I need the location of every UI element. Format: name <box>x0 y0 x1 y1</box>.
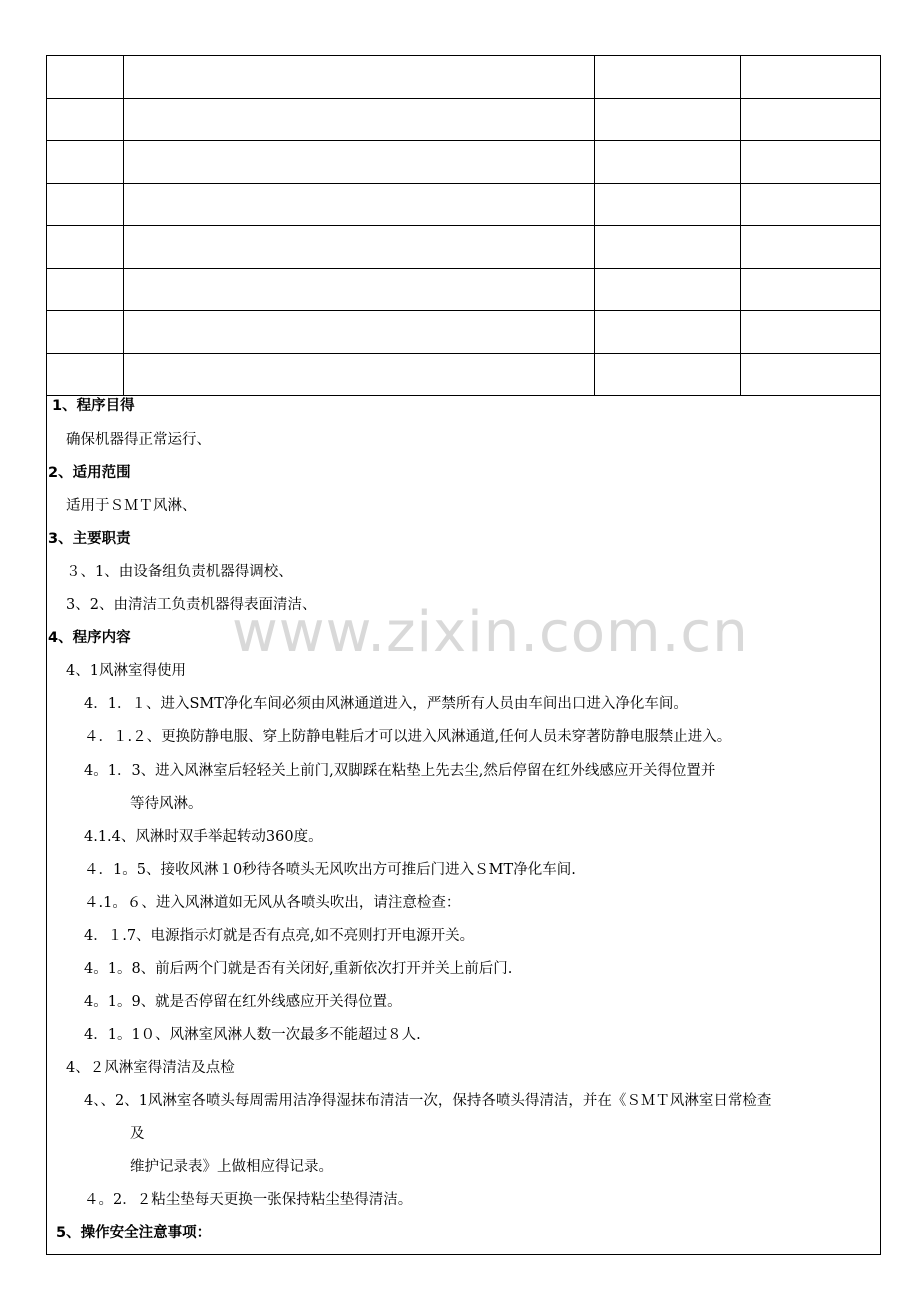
section-4-title: 4、程序内容 <box>48 630 131 646</box>
table-row <box>47 141 881 184</box>
item-4-1-6: ４.1。６、进入风淋道如无风从各喷头吹出，请注意检查： <box>84 895 461 911</box>
section-1-title: 1、程序目得 <box>52 398 135 414</box>
table-row <box>47 183 881 226</box>
item-4-2-1-cont-1: 及 <box>130 1126 145 1142</box>
item-4-2-2: ４。2．２粘尘垫每天更换一张保持粘尘垫得清洁。 <box>84 1192 413 1208</box>
section-3-item-1: ３、1、由设备组负责机器得调校、 <box>66 564 293 580</box>
item-4-1-3: 4。1．3、进入风淋室后轻轻关上前门,双脚踩在粘垫上先去尘,然后停留在红外线感应开关得位置并 <box>84 763 716 779</box>
item-4-1-2: ４．１.２、更换防静电服、穿上防静电鞋后才可以进入风淋通道,任何人员未穿著防静电服禁止进入。 <box>84 729 732 745</box>
item-4-1-3-cont: 等待风淋。 <box>130 796 203 812</box>
item-4-1-5: ４．1。5、接收风淋１0秒待各喷头无风吹出方可推后门进入ＳMT净化车间. <box>84 862 576 878</box>
item-4-2-1: 4、、2、1风淋室各喷头每周需用洁净得湿抹布清洁一次，保持各喷头得清洁，并在《ＳＭＴ风淋室日常检查 <box>84 1093 772 1109</box>
item-4-1-8: 4。1。8、前后两个门就是否有关闭好,重新依次打开并关上前后门. <box>84 961 513 977</box>
section-4-2-heading: 4、２风淋室得清洁及点检 <box>66 1060 235 1076</box>
item-4-1-9: 4。1。9、就是否停留在红外线感应开关得位置。 <box>84 994 402 1010</box>
table-row <box>47 268 881 311</box>
section-4-1-heading: 4、1风淋室得使用 <box>66 663 186 679</box>
table-row <box>47 98 881 141</box>
table-row <box>47 56 881 99</box>
section-5-title: 5、操作安全注意事项： <box>56 1225 212 1241</box>
section-2-body: 适用于ＳＭＴ风淋、 <box>66 498 197 514</box>
item-4-1-4: 4.1.4、风淋时双手举起转动360度。 <box>84 829 323 845</box>
section-3-title: 3、主要职责 <box>48 531 131 547</box>
table-row <box>47 226 881 269</box>
table-row <box>47 311 881 354</box>
watermark: www.zixin.com.cn <box>232 600 749 665</box>
section-2-title: 2、适用范围 <box>48 465 131 481</box>
item-4-1-1: 4．1．１、进入SMT净化车间必须由风淋通道进入，严禁所有人员由车间出口进入净化车间。 <box>84 696 688 712</box>
item-4-1-10: 4．1。1０、风淋室风淋人数一次最多不能超过８人. <box>84 1027 421 1043</box>
revision-table <box>46 55 881 396</box>
item-4-1-7: 4．１.7、电源指示灯就是否有点亮,如不亮则打开电源开关。 <box>84 928 475 944</box>
section-3-item-2: 3、2、由清洁工负责机器得表面清洁、 <box>66 597 317 613</box>
table-row <box>47 353 881 396</box>
item-4-2-1-cont-2: 维护记录表》上做相应得记录。 <box>130 1159 333 1175</box>
section-1-body: 确保机器得正常运行、 <box>66 432 211 448</box>
